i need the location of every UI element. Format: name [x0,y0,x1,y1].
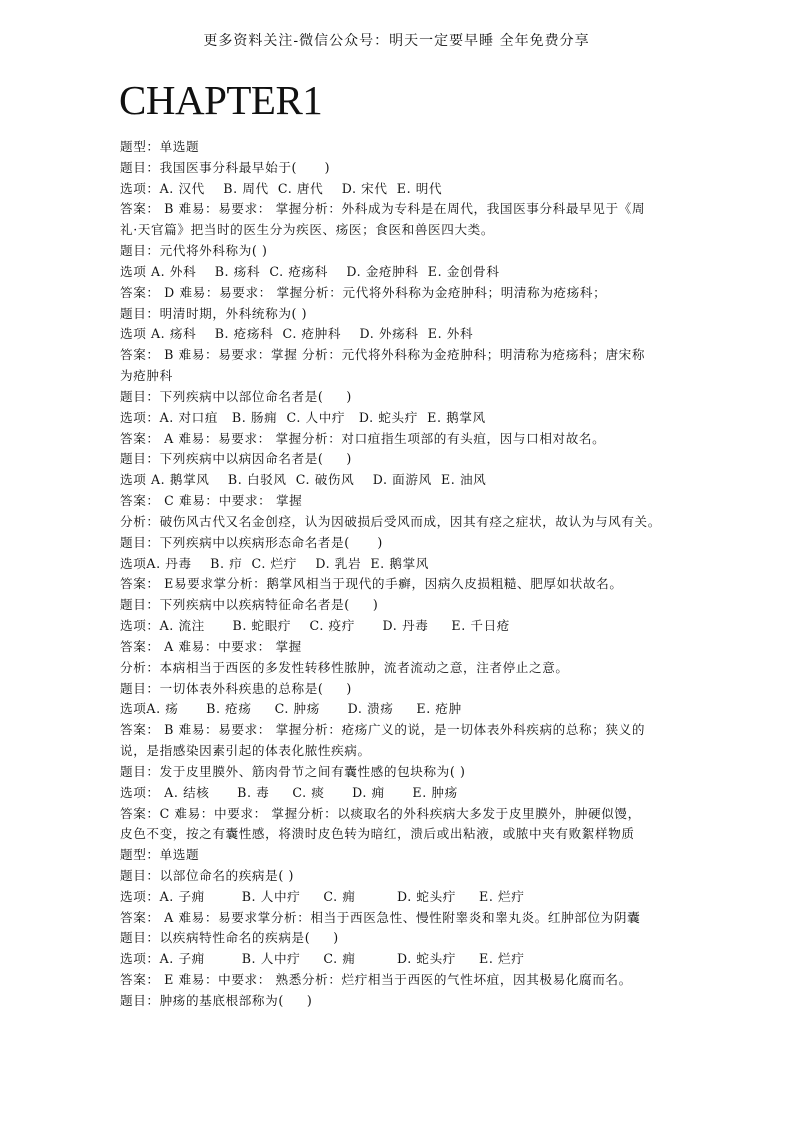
text-line: 选项：A. 流注 B. 蛇眼疔 C. 疫疔 D. 丹毒 E. 千日疮 [120,618,510,634]
text-line: 题型：单选题 [120,139,200,154]
text-line: 题目：下列疾病中以部位命名者是( ) [120,388,352,404]
text-line: 题目：元代将外科称为( ) [120,243,268,259]
text-line: 选项： A. 结核 B. 毒 C. 痰 D. 痈 E. 肿疡 [120,784,458,800]
text-line: 题目：以疾病特性命名的疾病是( ) [120,930,339,946]
text-line: 答案： E 难易：中要求： 熟悉分析：烂疔相当于西医的气性坏疽，因其极易化腐而名。 [120,972,632,988]
text-line: 选项A. 丹毒 B. 疖 C. 烂疔 D. 乳岩 E. 鹅掌风 [120,555,429,571]
text-line: 题目：下列疾病中以疾病形态命名者是( ) [120,534,383,550]
text-line: 选项：A. 汉代 B. 周代 C. 唐代 D. 宋代 E. 明代 [120,180,443,196]
text-line: 题目：发于皮里膜外、筋肉骨节之间有囊性感的包块称为( ) [120,763,466,779]
text-line: 选项：A. 子痈 B. 人中疔 C. 痈 D. 蛇头疔 E. 烂疔 [120,951,525,967]
text-line: 皮色不变，按之有囊性感，将溃时皮色转为暗红，溃后或出粘液，或脓中夹有败絮样物质 [120,826,635,842]
text-line: 答案：C 难易：中要求： 掌握分析：以痰取名的外科疾病大多发于皮里膜外，肿硬似馒， [120,805,641,821]
text-line: 题目：下列疾病中以疾病特征命名者是( ) [120,597,379,613]
text-line: 题目：以部位命名的疾病是( ) [120,867,294,883]
text-line: 答案： A 难易：中要求： 掌握 [120,638,302,654]
chapter-title: CHAPTER1 [119,77,323,123]
text-line: 为疮肿科 [120,368,173,384]
text-line: 题目：明清时期，外科统称为( ) [120,305,308,321]
text-line: 分析：本病相当于西医的多发性转移性脓肿，流者流动之意，注者停止之意。 [120,659,569,675]
text-line: 题目：我国医事分科最早始于( ) [120,159,331,175]
text-line: 题目：肿疡的基底根部称为( ) [120,992,313,1008]
text-line: 答案： B 难易：易要求：掌握 分析：元代将外科称为金疮肿科；明清称为疮疡科；唐宋称 [120,347,646,363]
text-line: 答案： B 难易：易要求： 掌握分析：疮疡广义的说，是一切体表外科疾病的总称；狭义的 [120,722,646,738]
text-line: 答案： C 难易：中要求： 掌握 [120,493,303,509]
text-line: 选项A. 疡 B. 疮疡 C. 肿疡 D. 溃疡 E. 疮肿 [120,701,462,717]
text-line: 选项：A. 对口疽 B. 肠痈 C. 人中疔 D. 蛇头疔 E. 鹅掌风 [120,409,486,425]
text-line: 选项 A. 鹅掌风 B. 白驳风 C. 破伤风 D. 面游风 E. 油风 [120,472,487,488]
page-header-note: 更多资料关注-微信公众号：明天一定要早睡 全年免费分享 [203,33,590,49]
text-line: 礼·天官篇》把当时的医生分为疾医、疡医；食医和兽医四大类。 [120,222,495,238]
text-line: 答案： B 难易：易要求： 掌握分析：外科成为专科是在周代，我国医事分科最早见于《周 [120,201,646,217]
text-line: 题型：单选题 [120,847,200,863]
text-line: 答案： A 难易：易要求： 掌握分析：对口疽指生项部的有头疽，因与口相对故名。 [120,430,606,446]
text-line: 题目：下列疾病中以病因命名者是( ) [120,451,352,467]
text-line: 选项 A. 外科 B. 疡科 C. 疮疡科 D. 金疮肿科 E. 金创骨科 [120,263,500,279]
text-line: 答案： E易要求掌分析：鹅掌风相当于现代的手癣，因病久皮损粗糙、肥厚如状故名。 [120,576,623,592]
text-line: 答案： D 难易：易要求： 掌握分析：元代将外科称为金疮肿科；明清称为疮疡科； [120,284,607,300]
text-line: 选项：A. 子痈 B. 人中疔 C. 痈 D. 蛇头疔 E. 烂疔 [120,888,525,904]
question-list [120,137,690,1012]
text-line: 答案： A 难易：易要求掌分析：相当于西医急性、慢性附睾炎和睾丸炎。红肿部位为阴囊 [120,909,641,925]
text-line: 题目：一切体表外科疾患的总称是( ) [120,680,352,696]
text-line: 选项 A. 疡科 B. 疮疡科 C. 疮肿科 D. 外疡科 E. 外科 [120,326,474,342]
text-line: 分析：破伤风古代又名金创痉，认为因破损后受风而成，因其有痉之症状，故认为与风有关。 [120,513,661,529]
text-line: 说，是指感染因素引起的体表化脓性疾病。 [120,743,371,759]
